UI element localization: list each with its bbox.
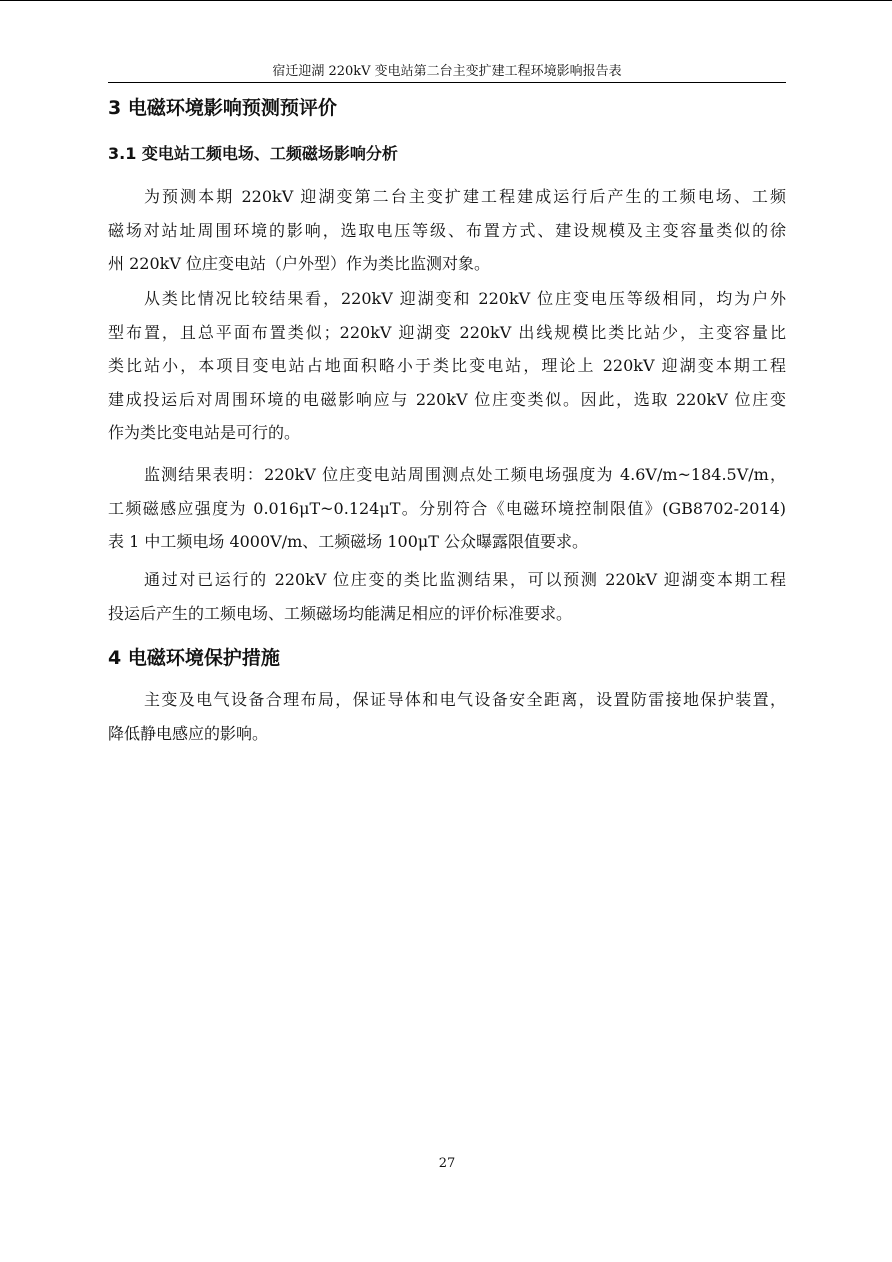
text-line: 为预测本期 220kV 迎湖变第二台主变扩建工程建成运行后产生的工频电场、工频 [144,187,786,206]
text-line: 投运后产生的工频电场、工频磁场均能满足相应的评价标准要求。 [108,603,573,623]
text-line: 工频磁感应强度为 0.016μT~0.124μT。分别符合《电磁环境控制限值》(GB8702-2014) [108,498,786,518]
text-line: 表 1 中工频电场 4000V/m、工频磁场 100μT 公众曝露限值要求。 [108,532,589,551]
page-number: 27 [438,1156,456,1171]
paragraph-comparison [108,282,786,450]
text-line: 类比站小，本项目变电站占地面积略小于类比变电站，理论上 220kV 迎湖变本期工程 [108,356,786,375]
text-line: 州 220kV 位庄变电站（户外型）作为类比监测对象。 [108,254,490,273]
section-4-title: 4 电磁环境保护措施 [108,647,280,669]
section-3-title: 3 电磁环境影响预测预评价 [108,97,337,119]
paragraph-prediction-conclusion [108,563,786,630]
text-line: 降低静电感应的影响。 [108,723,269,743]
page-top-border [0,0,892,1]
paragraph-analogy-selection [108,180,786,281]
text-line: 磁场对站址周围环境的影响，选取电压等级、布置方式、建设规模及主变容量类似的徐 [108,220,786,240]
paragraph-monitoring-results [108,458,786,559]
text-line: 作为类比变电站是可行的。 [108,423,301,442]
text-line: 监测结果表明：220kV 位庄变电站周围测点处工频电场强度为 4.6V/m~184.5V/m， [144,465,786,484]
running-header: 宿迁迎湖 220kV 变电站第二台主变扩建工程环境影响报告表 [272,64,622,79]
text-line: 从类比情况比较结果看，220kV 迎湖变和 220kV 位庄变电压等级相同，均为户外 [144,289,786,308]
section-3-1-title: 3.1 变电站工频电场、工频磁场影响分析 [108,144,398,163]
text-line: 通过对已运行的 220kV 位庄变的类比监测结果，可以预测 220kV 迎湖变本期工程 [144,570,786,589]
text-line: 建成投运后对周围环境的电磁影响应与 220kV 位庄变类似。因此，选取 220kV 位庄变 [108,389,786,409]
paragraph-protection-measures [108,683,786,750]
text-line: 主变及电气设备合理布局，保证导体和电气设备安全距离，设置防雷接地保护装置， [144,690,786,709]
text-line: 型布置，且总平面布置类似；220kV 迎湖变 220kV 出线规模比类比站少，主变容量比 [108,322,786,342]
header-divider [108,82,786,83]
